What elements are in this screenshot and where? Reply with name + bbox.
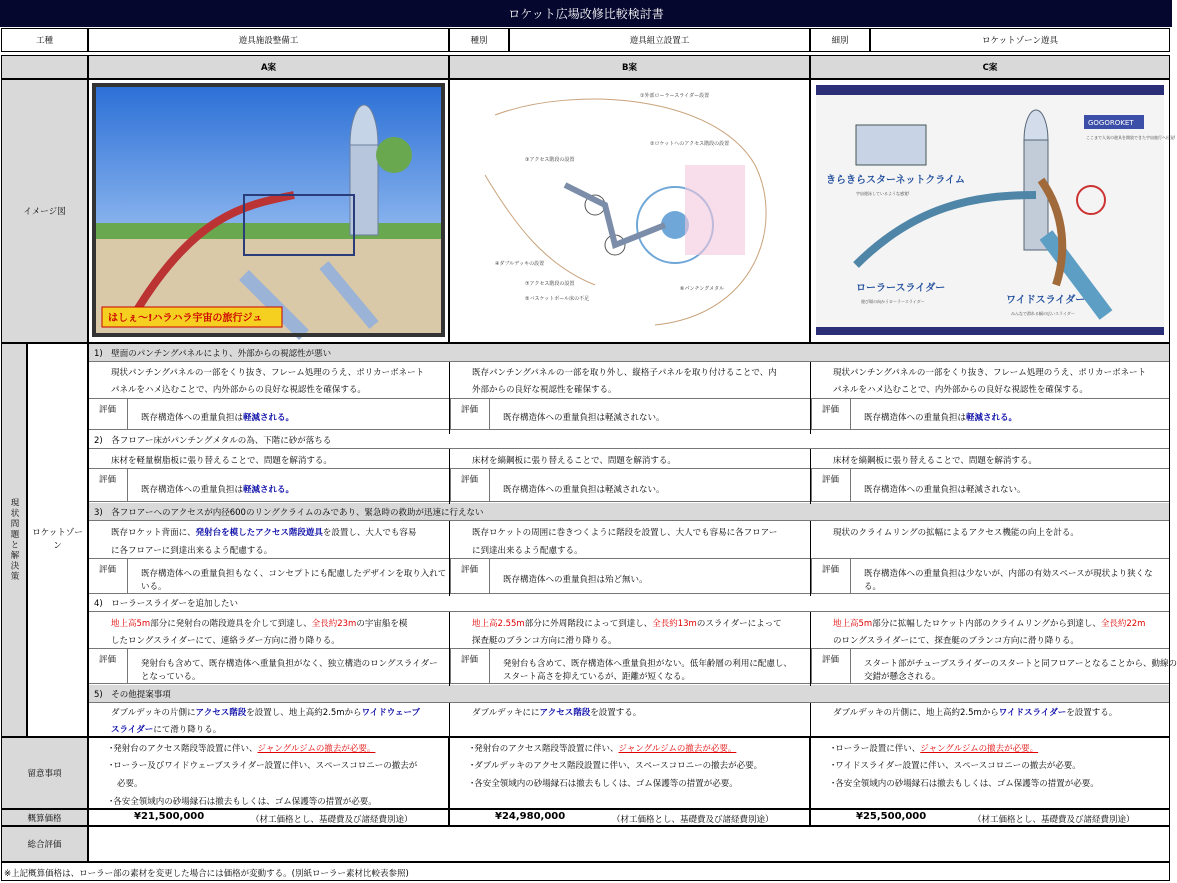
s4-c-eval-line2: 交錯が懸念される。	[864, 672, 941, 682]
s4-a-eval-line1: 発射台も含めて、既存構造体へ重量負担がなく、独立構造のロングスライダー	[141, 659, 438, 669]
genjo-label	[1, 343, 27, 737]
s2-b-eval	[450, 468, 811, 502]
s4-c-eval	[811, 648, 1177, 684]
plan-c-roller-sub: 遊び場の向かうローラースライダー	[861, 299, 925, 304]
s4-b-line2: 探査艇のブランコ方向に滑り降りる。	[472, 636, 617, 646]
plan-a-banner: はしぇ〜!ハラハラ宇宙の旅行ジュ	[108, 313, 263, 324]
s2-b-eval-text: 既存構造体への重量負担は軽減されない。	[503, 485, 665, 495]
s4-b-eval-label: 評価	[461, 655, 479, 665]
s1-c-eval	[811, 398, 1169, 430]
price-c-cell	[810, 809, 1170, 826]
s3-c-eval	[811, 558, 1169, 594]
s1-b-eval-label: 評価	[461, 405, 479, 415]
s3-b-eval-text: 既存構造体への重量負担は殆ど無い。	[503, 575, 648, 585]
plan-c-star-label: きらきらスターネットクライム	[826, 175, 965, 186]
plan-a-illustration	[94, 85, 443, 335]
syubetsu-label: 種別	[449, 28, 509, 52]
plan-b-note-6: ⑥パンチングメタル	[680, 286, 725, 292]
notes-c-line1: ･ローラー設置に伴い、ジャングルジムの撤去が必要。	[831, 744, 1039, 754]
plan-b-header: B案	[449, 55, 810, 79]
sougou-cell	[88, 826, 1170, 862]
notes-c-line3: ･各安全領域内の砂場縁石は撤去もしくは、ゴム保護等の措置が必要。	[831, 779, 1099, 789]
s3-a-eval	[89, 558, 450, 594]
s1-a-line2: パネルをハメ込むことで、内外部からの良好な視認性を確保する。	[111, 385, 366, 395]
s3-heading: 3) 各フロアーへのアクセスが内径600のリングクライムのみであり、緊急時の救助が迅速に行えない	[89, 503, 1169, 521]
plan-c-roller-label: ローラースライダー	[856, 283, 946, 294]
plan-b-image-cell	[449, 79, 810, 343]
plan-c-header: C案	[810, 55, 1170, 79]
s1-c-eval-text: 既存構造体への重量負担は軽減される。	[864, 413, 1018, 423]
s1-a-eval	[89, 398, 450, 430]
s5-a-line2: スライダーにて滑り降りる。	[111, 725, 222, 735]
notes-a-line2: ･ローラー及びワイドウェーブスライダー設置に伴い、スペースコロニーの撤去が	[109, 761, 418, 771]
plan-c-image-cell	[810, 79, 1176, 343]
notes-a-line4: ･各安全領域内の砂場縁石は撤去もしくは、ゴム保護等の措置が必要。	[109, 797, 377, 807]
gaisan-label: 概算価格	[1, 809, 88, 826]
price-a: ¥21,500,000	[134, 811, 205, 822]
plan-b-note-4: ④ダブルデッキの設置	[495, 261, 545, 267]
s3-b-eval	[450, 558, 811, 594]
s2-a-eval-text: 既存構造体への重量負担は軽減される。	[141, 485, 295, 495]
notes-b-line3: ･各安全領域内の砂場縁石は撤去もしくは、ゴム保護等の措置が必要。	[470, 779, 738, 789]
s4-b-eval-line2: スタート高さを抑えているが、距離が短くなる。	[503, 672, 691, 682]
s2-a-eval	[89, 468, 450, 502]
s4-a-eval-label: 評価	[99, 655, 117, 665]
s2-c-eval	[811, 468, 1169, 502]
plan-c-logo: GOGOROKET	[1088, 119, 1134, 127]
s3-c-line1: 現状のクライムリングの拡幅によるアクセス機能の向上を計る。	[833, 528, 1079, 538]
footnote: ※上記概算価格は、ローラー部の素材を変更した場合には価格が変動する。(別紙ローラー素材比較表参照)	[4, 869, 409, 879]
s3-a-eval-line1: 既存構造体への重量負担もなく、コンセプトにも配慮したデザインを取り入れて	[141, 569, 447, 579]
image-row-label: イメージ図	[1, 79, 88, 343]
syubetsu-value: 遊具組立設置工	[509, 28, 810, 52]
genjo-label-text: 現状問題と解決策	[9, 498, 19, 582]
s5-b-line1: ダブルデッキににアクセス階段を設置する。	[472, 708, 642, 718]
price-c-note: （材工価格とし、基礎費及び諸経費別途）	[973, 815, 1135, 825]
s1-c-line1: 現状パンチングパネルの一部をくり抜き、フレーム処理のうえ、ポリカーボネート	[833, 368, 1147, 378]
price-a-cell	[88, 809, 449, 826]
s1-a-eval-text: 既存構造体への重量負担は軽減される。	[141, 413, 295, 423]
plan-b-note-1: ①外部ローラースライダー設置	[640, 93, 710, 99]
s2-c-eval-text: 既存構造体への重量負担は軽減されない。	[864, 485, 1026, 495]
notes-a-line3: 必要。	[117, 779, 143, 789]
notes-c-line2: ･ワイドスライダー設置に伴い、スペースコロニーの撤去が必要。	[831, 761, 1081, 771]
ryui-label: 留意事項	[1, 737, 88, 809]
s3-a-eval-line2: いる。	[141, 582, 167, 592]
s3-a-line2: に各フロアーに到達出来るよう配慮する。	[111, 546, 273, 556]
s4-a-line2: したロングスライダーにて、連絡ラダー方向に滑り降りる。	[111, 636, 340, 646]
s4-c-line2: のロングスライダーにて、探査艇のブランコ方向に滑り降りる。	[833, 636, 1079, 646]
price-a-note: （材工価格とし、基礎費及び諸経費別途）	[251, 815, 413, 825]
plan-header-blank	[1, 55, 88, 79]
plan-b-site-plan	[455, 85, 804, 335]
price-b-cell	[449, 809, 810, 826]
kosyu-label: 工種	[1, 28, 88, 52]
s3-b-eval-label: 評価	[461, 565, 479, 575]
s1-c-line2: パネルをハメ込むことで、内外部からの良好な視認性を確保する。	[833, 385, 1088, 395]
plan-c-star-sub: 宇宙遊泳しているような感覚!	[856, 191, 910, 196]
s1-c-eval-label: 評価	[822, 405, 840, 415]
s4-b-eval	[450, 648, 811, 684]
price-c: ¥25,500,000	[856, 811, 927, 822]
s3-c-eval-label: 評価	[822, 565, 840, 575]
s4-a-eval-line2: となっている。	[141, 672, 201, 682]
s4-c-eval-line1: スタート部がチューブスライダーのスタートと同フロアーとなることから、動線の	[864, 659, 1177, 669]
notes-a	[88, 737, 449, 809]
s1-b-eval	[450, 398, 811, 430]
s2-heading: 2) 各フロアー床がパンチングメタルの為、下階に砂が落ちる	[89, 432, 1169, 449]
s3-c-eval-line1: 既存構造体への重量負担は少ないが、内部の有効スペースが現状より狭くな	[864, 569, 1153, 579]
plan-c-wide-label: ワイドスライダー	[1006, 295, 1086, 306]
notes-c	[810, 737, 1170, 809]
zone-label: ロケットゾーン	[27, 343, 88, 737]
s4-c-line1: 地上高5m部分に拡幅したロケット内部のクライムリングから到達し、全長約22m	[833, 619, 1146, 629]
notes-b	[449, 737, 810, 809]
s2-a-eval-label: 評価	[99, 475, 117, 485]
plan-c-wide-sub: みんなで滑れる幅の広いスライダー	[1011, 311, 1075, 316]
plan-c-logo-sub: ここまで人気の遊具を開放できた宇宙旅行へ出発!	[1086, 135, 1176, 140]
saibetsu-label: 細別	[810, 28, 870, 52]
s5-heading: 5) その他提案事項	[89, 685, 1169, 703]
problems-area	[88, 343, 1177, 737]
sougou-label: 総合評価	[1, 826, 88, 862]
plan-a-header: A案	[88, 55, 449, 79]
s1-b-line2: 外部からの良好な視認性を確保する。	[472, 385, 617, 395]
s1-a-eval-label: 評価	[99, 405, 117, 415]
notes-b-line1: ･発射台のアクセス階段等設置に伴い、ジャングルジムの撤去が必要。	[470, 744, 737, 754]
s3-b-line2: に到達出来るよう配慮する。	[472, 546, 583, 556]
s1-b-eval-text: 既存構造体への重量負担は軽減されない。	[503, 413, 665, 423]
s2-b-line1: 床材を縞鋼板に張り替えることで、問題を解消する。	[472, 456, 676, 466]
s3-b-line1: 既存ロケットの周囲に巻きつくように階段を設置し、大人でも容易に各フロアー	[472, 528, 778, 538]
s4-b-line1: 地上高2.55m部分に外周階段によって到達し、全長約13mのスライダーによって	[472, 619, 782, 629]
s3-a-eval-label: 評価	[99, 565, 117, 575]
s3-c-eval-line2: る。	[864, 582, 882, 592]
price-b-note: （材工価格とし、基礎費及び諸経費別途）	[612, 815, 774, 825]
s3-a-line1: 既存ロケット背面に、発射台を模したアクセス階段遊具を設置し、大人でも容易	[111, 528, 417, 538]
saibetsu-value: ロケットゾーン遊具	[870, 28, 1170, 52]
s2-c-eval-label: 評価	[822, 475, 840, 485]
s5-c-line1: ダブルデッキの片側に、地上高約2.5mからワイドスライダーを設置する。	[833, 708, 1118, 718]
plan-b-note-2: ②ロケットへのアクセス階段の設置	[650, 141, 730, 147]
plan-a-image-cell	[88, 79, 449, 343]
footnote-cell	[1, 862, 1170, 881]
s1-b-line1: 既存パンチングパネルの一部を取り外し、縦格子パネルを取り付けることで、内	[472, 368, 777, 378]
s2-b-eval-label: 評価	[461, 475, 479, 485]
s4-a-line1: 地上高5m部分に発射台の階段遊具を介して到達し、全長約23mの宇宙船を模	[111, 619, 408, 629]
notes-a-line1: ･発射台のアクセス階段等設置に伴い、ジャングルジムの撤去が必要。	[109, 744, 376, 754]
notes-b-line2: ･ダブルデッキのアクセス階段設置に伴い、スペースコロニーの撤去が必要。	[470, 761, 763, 771]
s4-c-eval-label: 評価	[822, 655, 840, 665]
plan-b-note-5: ⑤バスケットボール床の不足	[525, 296, 590, 302]
s4-b-eval-line1: 発射台も含めて、既存構造体へ重量負担がない。低年齢層の利用に配慮し、	[503, 659, 792, 669]
s4-heading: 4) ローラースライダーを追加したい	[89, 595, 1169, 612]
plan-b-note-3: ③アクセス階段の設置	[525, 157, 575, 163]
s2-a-line1: 床材を軽量樹脂板に張り替えることで、問題を解消する。	[111, 456, 332, 466]
s1-heading: 1) 壁面のパンチングパネルにより、外部からの視認性が悪い	[89, 344, 1169, 362]
s5-a-line1: ダブルデッキの片側にアクセス階段を設置し、地上高約2.5mからワイドウェーブ	[111, 708, 421, 718]
document-title: ロケット広場改修比較検討書	[0, 0, 1172, 27]
s2-c-line1: 床材を縞鋼板に張り替えることで、問題を解消する。	[833, 456, 1037, 466]
kosyu-value: 遊具施設整備工	[88, 28, 449, 52]
s1-a-line1: 現状パンチングパネルの一部をくり抜き、フレーム処理のうえ、ポリカーボネート	[111, 368, 425, 378]
plan-b-note-7: ⑦アクセス階段の設置	[525, 281, 575, 287]
price-b: ¥24,980,000	[495, 811, 566, 822]
s4-a-eval	[89, 648, 450, 684]
plan-c-illustration	[816, 85, 1176, 335]
